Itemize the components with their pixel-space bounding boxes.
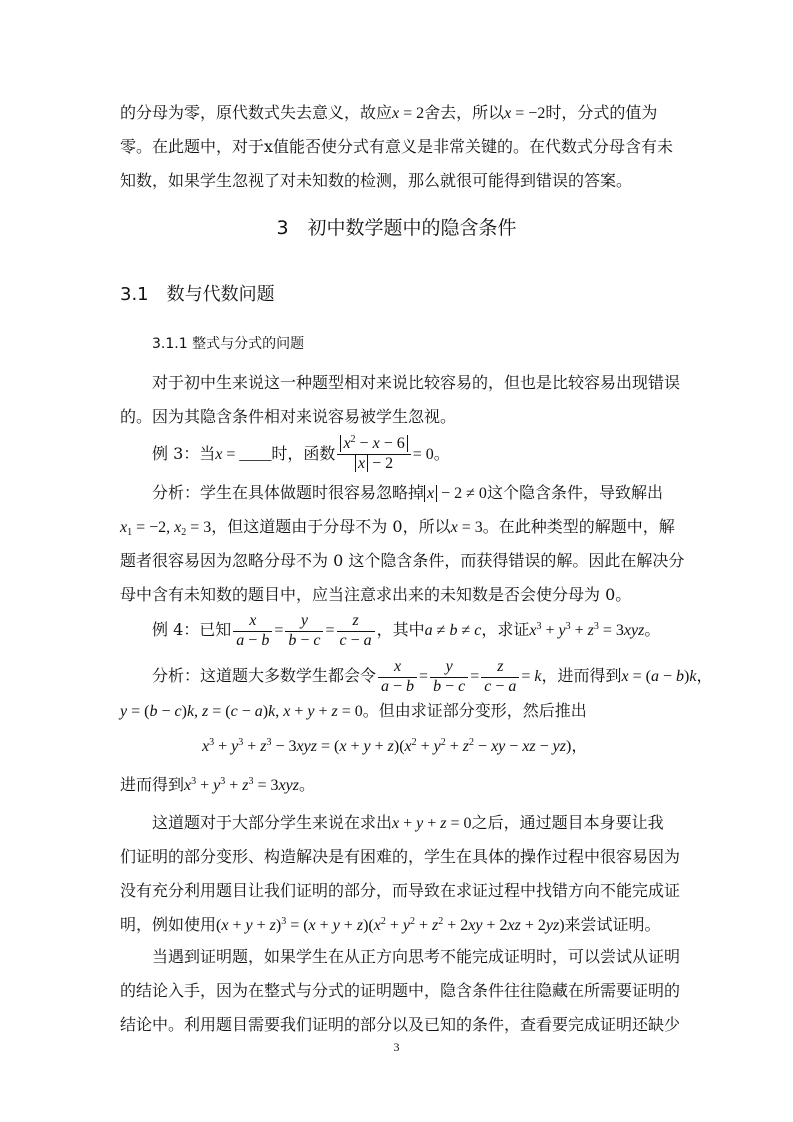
math: $\frac{x}{a - b}$ = $\frac{y}{b - c}$ = $\frac{z}{c - a}$ = k: [376, 668, 542, 685]
math: y = (b − c)k, z = (c − a)k, x + y + z = 0: [120, 703, 363, 720]
paragraph: 当遇到证明题，如果学生在从正方向思考不能完成证明时，可以尝试从证明 的结论入手，因为在整式与分式的证明题中，隐含条件往往隐藏在所需要证明的 结论中。利用题目需要我们证明的部分以及已知的条件，查看要完成证明还缺少: [120, 947, 681, 1034]
math: $x^3 + y^3 + z^3 - 3xyz = (x + y + z)(x^2 + y^2 + z^2$ − xy − xz − yz)，: [202, 737, 588, 755]
paragraph: 这道题对于大部分学生来说在求出x + y + z = 0之后，通过题目本身要让我 们证明的部分变形、构造解决是有困难的，学生在具体的操作过程中很容易因为 没有充分利用题目让我们证明的部分，而导致在求证过程中找错方向不能完成证 明，例如使用$(x + y + z)^3 = (x + y + z)(x^2 + y^2 + z^2 + 2xy + 2xz + 2yz)$来尝试证明。: [120, 813, 681, 934]
intro-text: 时，分式的值为: [545, 103, 658, 122]
math: x = 3: [450, 519, 483, 536]
intro-text: 零。在此题中，对于x值能否使分式有意义是非常关键的。在代数式分母含有未: [120, 137, 674, 156]
intro-text: 舍去，所以: [424, 103, 505, 122]
paragraph: 对于初中生来说这一种题型相对来说比较容易的，但也是比较容易出现错误 的。因为其隐含条件相对来说容易被学生忽视。: [120, 373, 681, 426]
analysis-3: 分析：学生在具体做题时很容易忽略掉 x − 2 ≠ 0这个隐含条件，导致解出 $x_1 = -2$, $x_2 = 3$，但这道题由于分母不为 0，所以x = 3。在此种类型的解题中，解 题者很容易因为忽略分母不为 0 这个隐含条件，而获得错误的解。因此在解决分 母中含有未知数的题目中，应当注意求出来的未知数是否会使分母为 0。: [120, 483, 685, 604]
math: x = ____: [215, 446, 272, 463]
math: x − 2 ≠ 0: [424, 485, 487, 502]
analysis-4: 分析：这道题大多数学生都会令 $\frac{x}{a - b}$ = $\frac{y}{b - c}$ = $\frac{z}{c - a}$ = k，进而得到x = (a − b)k，: [152, 658, 713, 695]
math-fraction: $\frac{x^2 - x - 6}{x - 2}$: [337, 436, 410, 473]
example-3: 例 3：当x = ____时，函数 $\frac{x^2 - x - 6}{x - 2}$ = 0。: [152, 434, 450, 472]
math: a ≠ b ≠ c: [424, 622, 482, 639]
math: = 0: [412, 446, 434, 463]
equation-identity: [202, 730, 622, 764]
math: $x^3 + y^3 + z^3 = 3xyz$: [529, 621, 645, 639]
chapter-heading: 3 初中数学题中的隐含条件: [276, 217, 517, 239]
math: x = (a − b)k: [621, 668, 697, 685]
analysis-4-cont: y = (b − c)k, z = (c − a)k, x + y + z = 0。但由求证部分变形，然后推出: [120, 701, 587, 720]
math: x = 2: [392, 105, 425, 122]
intro-paragraph: [120, 96, 676, 198]
math: $(x + y + z)^3 = (x + y + z)(x^2 + y^2 + z^2 + 2xy + 2xz + 2yz)$: [216, 916, 565, 934]
math: x + y + z = 0: [392, 815, 472, 832]
math: $x_1 = -2$, $x_2 = 3$: [120, 519, 212, 538]
page-number: 3: [393, 1040, 400, 1054]
intro-text: 知数，如果学生忽视了对未知数的检测，那么就很可能得到错误的答案。: [120, 171, 633, 190]
math: $x^3 + y^3 + z^3 = 3xyz$: [184, 776, 299, 794]
intro-text: 的分母为零，原代数式失去意义，故应: [120, 103, 393, 122]
example-4: 例 4：已知 $\frac{x}{a - b}$ = $\frac{y}{b - c}$ = $\frac{z}{c - a}$ ，其中a ≠ b ≠ c，求证$x^3 + y^3 + z^3 = 3xyz$。: [152, 612, 661, 649]
math: x = −2: [504, 105, 546, 122]
analysis-4-end: 进而得到$x^3 + y^3 + z^3 = 3xyz$。: [120, 775, 316, 794]
math: $\frac{x}{a - b}$ = $\frac{y}{b - c}$ = $\frac{z}{c - a}$: [231, 622, 376, 639]
subsection-heading: 3.1.1 整式与分式的问题: [152, 336, 305, 352]
section-heading: 3.1 数与代数问题: [120, 284, 275, 305]
